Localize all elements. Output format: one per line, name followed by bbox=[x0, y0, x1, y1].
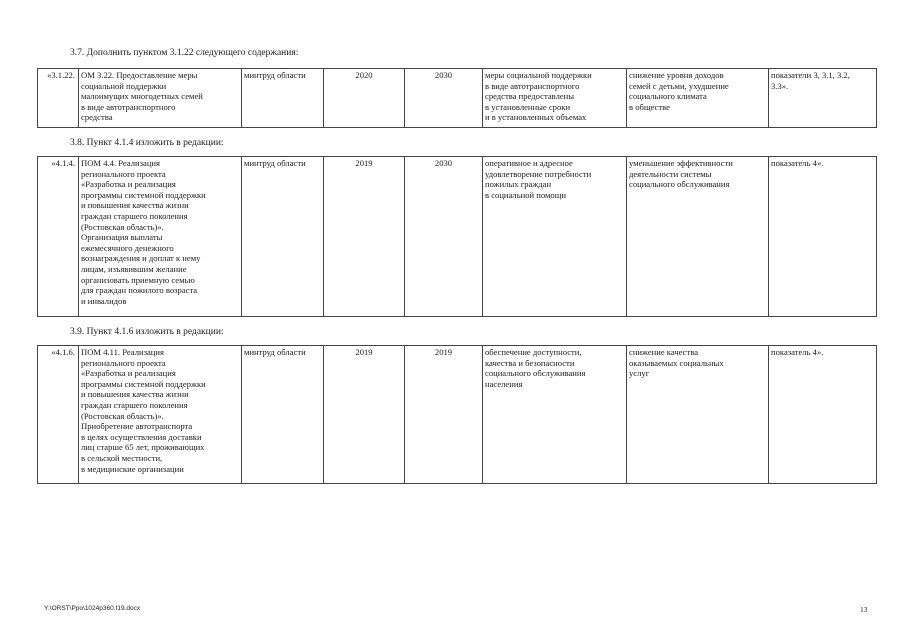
cell-line: граждан старшего поколения bbox=[81, 210, 188, 221]
related-indicators bbox=[769, 157, 877, 317]
cell-line: программы системной поддержки bbox=[81, 378, 206, 389]
measure-name bbox=[79, 69, 242, 128]
cell-line: регионального проекта bbox=[81, 357, 166, 368]
cell-line: в медицинские организации bbox=[81, 463, 184, 474]
cell-line: показатель 4». bbox=[771, 158, 824, 168]
cell-line: и инвалидов bbox=[81, 295, 127, 306]
cell-line: качества и безопасности bbox=[485, 357, 575, 368]
cell-line: показатель 4». bbox=[771, 347, 824, 357]
cell-line: (Ростовская область)». bbox=[81, 410, 164, 421]
amendment-table-3-7 bbox=[37, 68, 877, 128]
cell-line: деятельности системы bbox=[629, 168, 712, 179]
cell-line: и повышения качества жизни bbox=[81, 389, 189, 400]
cell-line: и повышения качества жизни bbox=[81, 200, 189, 211]
cell-line: для граждан пожилого возраста bbox=[81, 285, 198, 296]
cell-line: вознаграждения и доплат к нему bbox=[81, 253, 201, 264]
cell-line: программы системной поддержки bbox=[81, 189, 206, 200]
table-row bbox=[38, 69, 877, 128]
amendment-table-3-9 bbox=[37, 345, 877, 484]
table-row bbox=[38, 346, 877, 484]
expected-result bbox=[483, 346, 627, 484]
end-year: 2019 bbox=[405, 346, 483, 484]
cell-line: удовлетворение потребности bbox=[485, 168, 592, 179]
cell-line: снижение качества bbox=[629, 347, 699, 357]
related-indicators bbox=[769, 346, 877, 484]
cell-line: лицам, изъявившим желание bbox=[81, 263, 187, 274]
expected-result bbox=[483, 157, 627, 317]
measure-name bbox=[79, 346, 242, 484]
cell-line: услуг bbox=[629, 368, 650, 379]
row-number: «3.1.22. bbox=[38, 69, 79, 128]
cell-line: оказываемых социальных bbox=[629, 357, 724, 368]
end-year: 2030 bbox=[405, 157, 483, 317]
cell-line: «Разработка и реализация bbox=[81, 368, 176, 379]
cell-line: в социальной помощи bbox=[485, 189, 566, 200]
page-number: 13 bbox=[860, 605, 868, 614]
non-implementation-consequences bbox=[627, 157, 769, 317]
cell-line: социального обслуживания bbox=[485, 368, 586, 379]
executor: минтруд области bbox=[242, 69, 324, 128]
cell-line: средства предоставлены bbox=[485, 91, 575, 102]
expected-result bbox=[483, 69, 627, 128]
section-heading-3-9: 3.9. Пункт 4.1.6 изложить в редакции: bbox=[70, 327, 224, 337]
cell-line: семей с детьми, ухудшение bbox=[629, 80, 729, 91]
cell-line: ПОМ 4.4. Реализация bbox=[81, 158, 160, 168]
cell-line: уменьшение эффективности bbox=[629, 158, 733, 168]
amendment-table-3-8 bbox=[37, 156, 877, 317]
non-implementation-consequences bbox=[627, 346, 769, 484]
measure-name bbox=[79, 157, 242, 317]
cell-line: в обществе bbox=[629, 101, 670, 112]
cell-line: ежемесячного денежного bbox=[81, 242, 174, 253]
row-number: «4.1.6. bbox=[38, 346, 79, 484]
start-year: 2019 bbox=[324, 346, 405, 484]
section-heading-3-8: 3.8. Пункт 4.1.4 изложить в редакции: bbox=[70, 138, 224, 148]
start-year: 2019 bbox=[324, 157, 405, 317]
cell-line: и в установленных объемах bbox=[485, 112, 587, 123]
cell-line: меры социальной поддержки bbox=[485, 70, 592, 80]
section-heading-3-7: 3.7. Дополнить пунктом 3.1.22 следующего содержания: bbox=[70, 48, 299, 58]
cell-line: (Ростовская область)». bbox=[81, 221, 164, 232]
cell-line: социального климата bbox=[629, 91, 707, 102]
cell-line: «Разработка и реализация bbox=[81, 179, 176, 190]
cell-line: обеспечение доступности, bbox=[485, 347, 582, 357]
document-path: Y:\ORST\Ppo\1024p360.f19.docx bbox=[44, 605, 141, 612]
cell-line: ПОМ 4.11. Реализация bbox=[81, 347, 164, 357]
non-implementation-consequences bbox=[627, 69, 769, 128]
cell-line: оперативное и адресное bbox=[485, 158, 573, 168]
related-indicators bbox=[769, 69, 877, 128]
cell-line: организовать приемную семью bbox=[81, 274, 195, 285]
cell-line: ОМ 3.22. Предоставление меры bbox=[81, 70, 198, 80]
cell-line: Приобретение автотранспорта bbox=[81, 421, 193, 432]
cell-line: в целях осуществления доставки bbox=[81, 431, 202, 442]
cell-line: в виде автотранспортного bbox=[485, 80, 580, 91]
cell-line: 3.3». bbox=[771, 80, 789, 91]
cell-line: в виде автотранспортного bbox=[81, 101, 176, 112]
start-year: 2020 bbox=[324, 69, 405, 128]
executor: минтруд области bbox=[242, 346, 324, 484]
table-row bbox=[38, 157, 877, 317]
cell-line: населения bbox=[485, 378, 523, 389]
cell-line: лиц старше 65 лет, проживающих bbox=[81, 442, 205, 453]
cell-line: Организация выплаты bbox=[81, 232, 163, 243]
cell-line: средства bbox=[81, 112, 113, 123]
cell-line: социальной поддержки bbox=[81, 80, 167, 91]
cell-line: регионального проекта bbox=[81, 168, 166, 179]
cell-line: снижение уровня доходов bbox=[629, 70, 724, 80]
cell-line: граждан старшего поколения bbox=[81, 399, 188, 410]
cell-line: показатели 3, 3.1, 3.2, bbox=[771, 70, 850, 80]
cell-line: социального обслуживания bbox=[629, 179, 730, 190]
cell-line: в установленные сроки bbox=[485, 101, 571, 112]
cell-line: малоимущих многодетных семей bbox=[81, 91, 203, 102]
row-number: «4.1.4. bbox=[38, 157, 79, 317]
executor: минтруд области bbox=[242, 157, 324, 317]
end-year: 2030 bbox=[405, 69, 483, 128]
cell-line: в сельской местности, bbox=[81, 452, 163, 463]
cell-line: пожилых граждан bbox=[485, 179, 552, 190]
